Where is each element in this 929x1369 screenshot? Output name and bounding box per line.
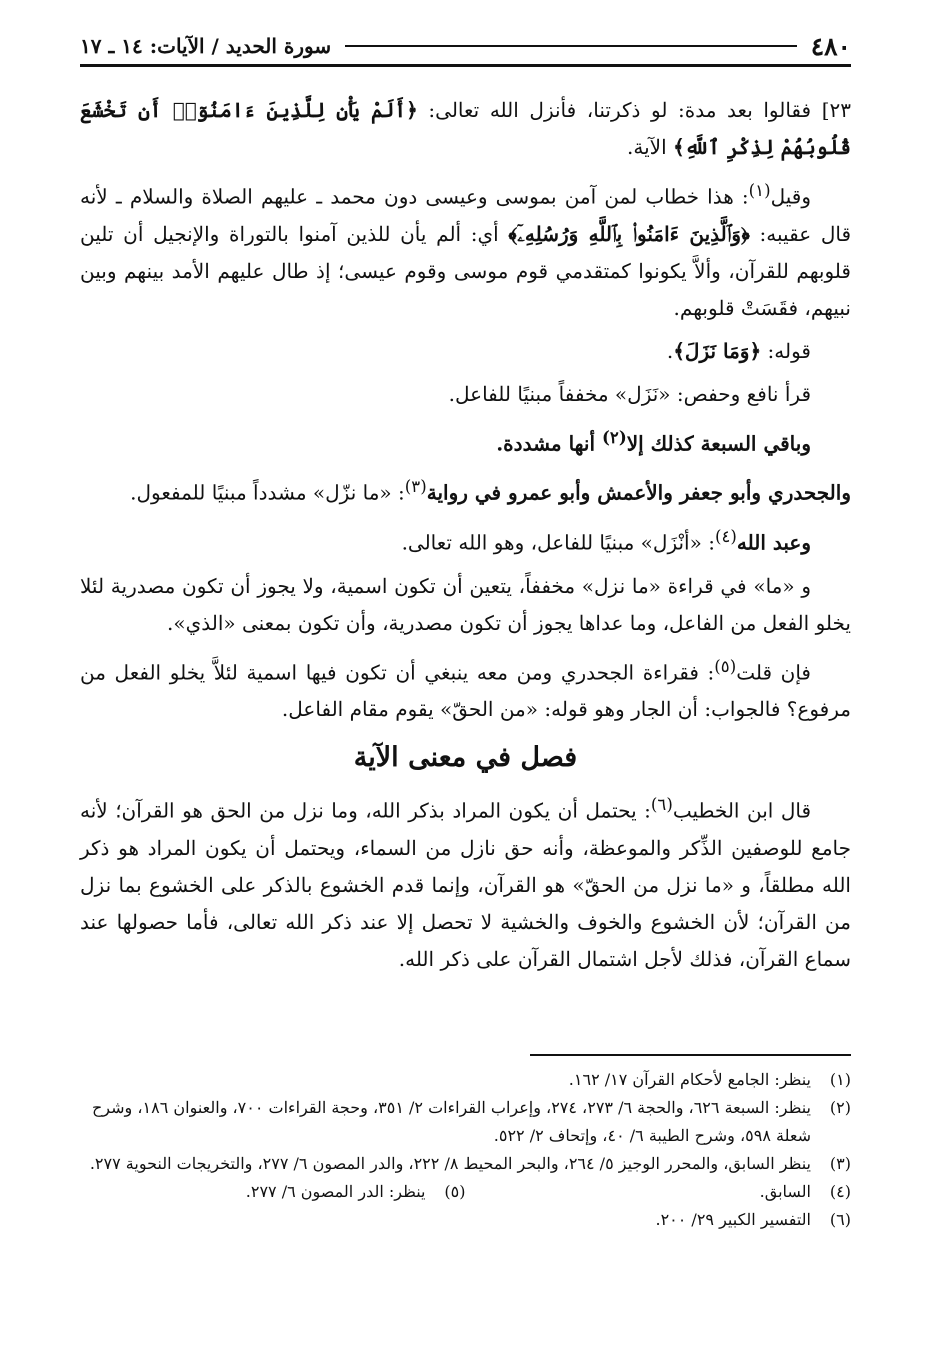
footnote-6 [80, 1206, 851, 1234]
header-rule [80, 64, 851, 67]
footnote-5 [80, 1178, 466, 1206]
footnotes [80, 1066, 851, 1234]
footnote-number: (٥) [444, 1182, 466, 1201]
paragraph-2-a: وقيل [770, 184, 811, 209]
footnote-ref-4: (٤) [714, 526, 737, 546]
footnote-ref-1: (١) [748, 181, 771, 200]
paragraph-7-a: وعبد الله [736, 530, 811, 555]
footnote-separator [530, 1054, 851, 1056]
paragraph-2-b: : هذا خطاب لمن آمن بموسى وعيسى دون محمد ـ عليهم الصلاة والسلام ـ لأنه قال عقيبه: [80, 184, 851, 246]
paragraph-6-b: : «ما نزّل» مشدداً مبنيًا للمفعول. [130, 480, 405, 505]
paragraph-9 [80, 648, 851, 729]
footnote-text: التفسير الكبير ٢٩/ ٢٠٠. [655, 1210, 811, 1229]
page-number: ٤٨٠ [810, 31, 851, 61]
footnote-text: ينظر: الدر المصون ٦/ ٢٧٧. [245, 1182, 426, 1201]
paragraph-7 [80, 518, 851, 562]
paragraph-6-a: والجحدري وأبو جعفر والأعمش وأبو عمرو في رواية [426, 480, 851, 505]
footnote-ref-5: (٥) [714, 656, 737, 676]
main-text [80, 92, 851, 984]
footnote-number: (٣) [829, 1154, 851, 1173]
paragraph-1 [80, 92, 851, 166]
section-title: فصل في معنى الآية [353, 742, 578, 774]
footnote-2 [80, 1094, 851, 1150]
paragraph-3-a: قوله: [761, 338, 811, 363]
footnote-row-4-5 [80, 1178, 851, 1206]
quran-quote: ﴿أَلَمْ يَأْنِ لِلَّذِينَ ءَامَنُوٓا۟ أَن تَخْشَعَ قُلُوبُهُمْ لِذِكْرِ ٱللَّهِ﴾ [80, 98, 851, 159]
footnote-number: (٢) [829, 1098, 851, 1117]
footnote-ref-3: (٣) [404, 477, 427, 497]
paragraph-6 [80, 468, 851, 512]
footnote-1 [80, 1066, 851, 1094]
paragraph-2-c: أي: ألم يأن للذين آمنوا بالتوراة والإنجيل أن تلين قلوبهم للقرآن، وألاَّ يكونوا كمتقدمي قوم موسى وقوم عيسى؛ إذ طال عليهم الأمد بينهم وبين نبيهم، فقَسَتْ قلوبهم. [80, 221, 851, 320]
quran-quote: ﴿وَٱلَّذِينَ ءَامَنُوا۟ بِٱللَّهِ وَرُسُلِهِۦٓ﴾ [508, 221, 750, 246]
footnote-text: ينظر السابق، والمحرر الوجيز ٥/ ٢٦٤، والبحر المحيط ٨/ ٢٢٢، والدر المصون ٦/ ٢٧٧، والتخريجات النحوية ٢٧٧. [89, 1154, 811, 1173]
footnote-text: ينظر: السبعة ٦٢٦، والحجة ٦/ ٢٧٣، ٢٧٤، وإعراب القراءات ٢/ ٣٥١، وحجة القراءات ٧٠٠، والعنوان ١٨٦، وشرح شعلة ٥٩٨، وشرح الطيبة ٦/ ٤٠، وإتحاف ٢/ ٥٢٢. [91, 1098, 811, 1145]
footnote-3 [80, 1150, 851, 1178]
footnote-ref-6: (٦) [650, 795, 673, 815]
paragraph-1-tail: الآية. [627, 135, 673, 159]
header-dash-line [345, 45, 797, 47]
paragraph-10-a: قال ابن الخطيب [672, 798, 812, 823]
header-title: سورة الحديد / الآيات: ١٤ ـ ١٧ [80, 34, 332, 58]
footnote-ref-2: (٢) [601, 426, 627, 447]
footnote-number: (١) [829, 1070, 851, 1089]
paragraph-9-a: فإن قلت [736, 660, 811, 685]
footnote-text: ينظر: الجامع لأحكام القرآن ١٧/ ١٦٢. [568, 1070, 811, 1089]
paragraph-7-b: : «أنْزَل» مبنيًا للفاعل، وهو الله تعالى. [401, 530, 715, 555]
footnote-4 [466, 1178, 852, 1206]
footnote-number: (٦) [829, 1210, 851, 1229]
running-header [80, 30, 851, 62]
footnote-text: السابق. [759, 1182, 811, 1201]
paragraph-10 [80, 786, 851, 978]
paragraph-2 [80, 172, 851, 327]
paragraph-3 [80, 333, 851, 370]
paragraph-4: قرأ نافع وحفص: «نَزَل» مخففاً مبنيًا للفاعل. [448, 381, 811, 406]
paragraph-1-text: ٢٣] فقالوا بعد مدة: لو ذكرتنا، فأنزل الله تعالى: [417, 98, 851, 122]
footnote-number: (٤) [829, 1182, 851, 1201]
paragraph-10-b: : يحتمل أن يكون المراد بذكر الله، وما نزل من الحق هو القرآن؛ لأنه جامع للوصفين الذِّكر والموعظة، وأنه حق نازل من السماء، ويحتمل أن يكون المراد هو ذكر الله مطلقاً، و «ما نزل من الحقّ» هو القرآن، وإنما قدم الخشوع بالذكر على الخشوع بما نزل من القرآن؛ لأن الخشوع والخوف والخشية لا تحصل إلا عند ذكر الله تعالى، فأما حصولها عند سماع القرآن، فذلك لأجل اشتمال القرآن على ذكر الله. [80, 798, 851, 971]
paragraph-8: و «ما» في قراءة «ما نزل» مخففاً، يتعين أن تكون اسمية، ولا يجوز أن تكون مصدرية لئلا يخلو الفعل من الفاعل، وما عداها يجوز أن تكون مصدرية، وأن تكون بمعنى «الذي». [80, 573, 851, 635]
paragraph-3-b: . [666, 338, 674, 363]
paragraph-5 [80, 419, 851, 463]
paragraph-5-b: أنها مشددة. [496, 431, 602, 456]
paragraph-9-b: : فقراءة الجحدري ومن معه ينبغي أن تكون فيها اسمية لئلاَّ يخلو الفعل من مرفوع؟ فالجواب: أن الجار وهو قوله: «من الحقّ» يقوم مقام الفاعل. [80, 660, 851, 722]
quran-quote: ﴿وَمَا نَزَلَ﴾ [673, 338, 762, 363]
paragraph-5-a: وباقي السبعة كذلك إلا [626, 431, 811, 456]
